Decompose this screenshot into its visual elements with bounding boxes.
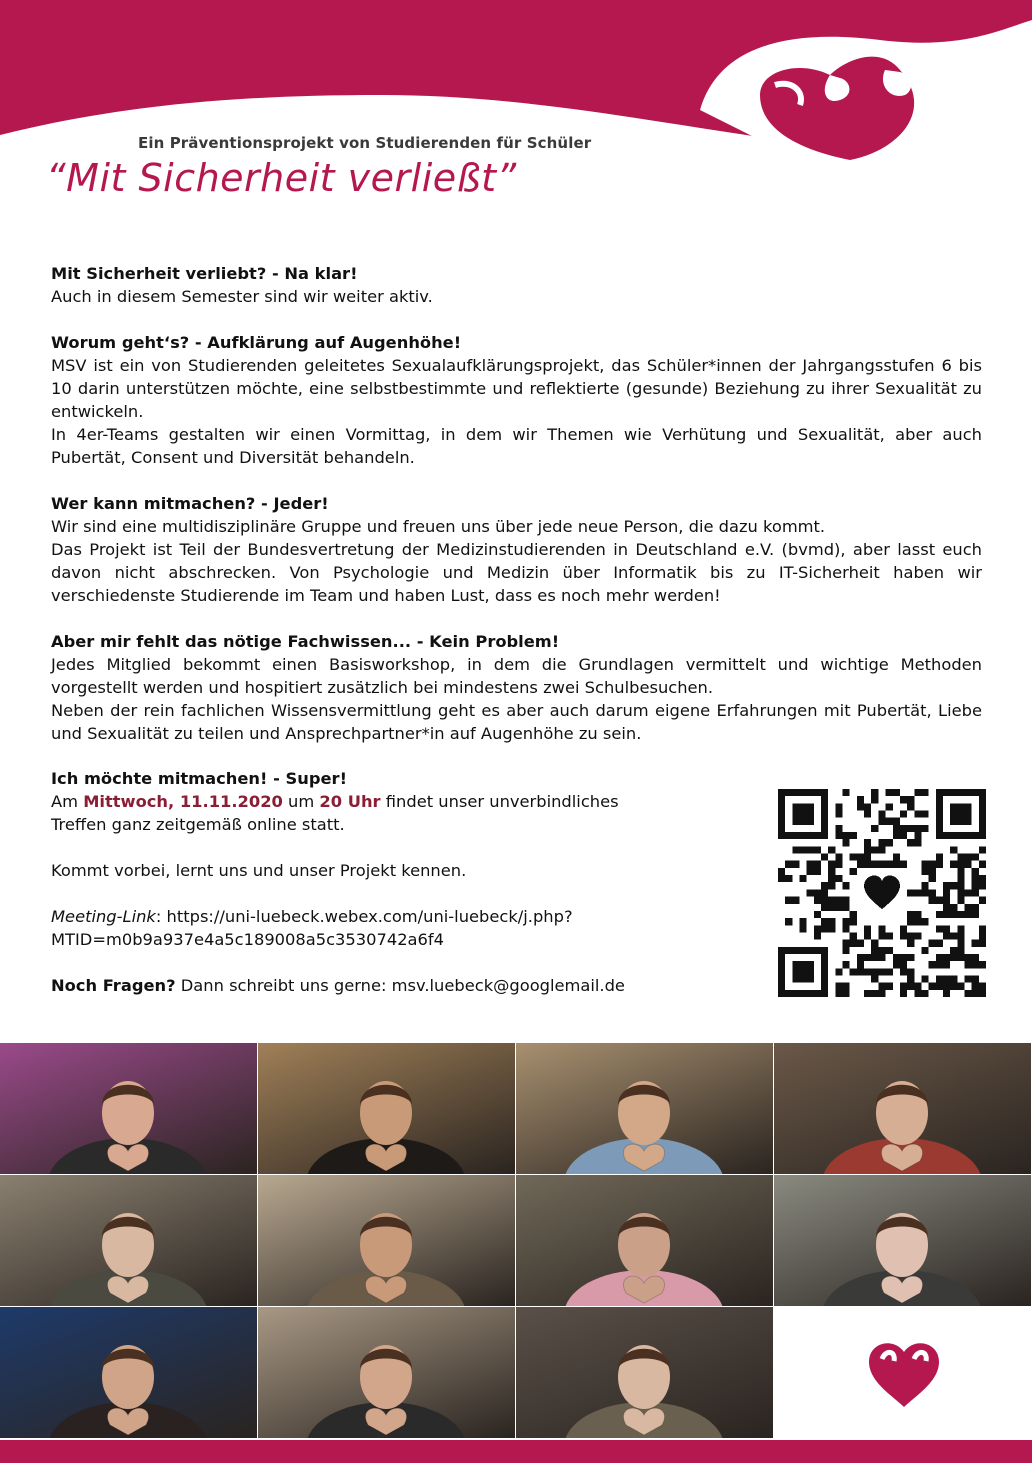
meeting-link[interactable]: : https://uni-luebeck.webex.com/uni-luebeck/j.php? [155,907,573,926]
time-prefix: um [288,792,315,811]
video-tile-participant-1 [0,1043,257,1174]
video-tile-participant-9 [0,1307,257,1438]
video-tile-participant-6 [258,1175,515,1306]
section-heading: Wer kann mitmachen? - Jeder! [51,494,329,513]
invite-text: Kommt vorbei, lernt uns und unser Projekt kennen. [51,861,467,880]
info-sections [51,262,982,768]
qr-code-icon[interactable] [778,789,986,997]
video-tile-participant-11 [516,1307,773,1438]
section-paragraph: Das Projekt ist Teil der Bundesvertretung der Medizinstudierenden in Deutschland e.V. (bvmd), aber lasst euch davon nicht abschrecken. Von Psychologie und Medizin über Informatik bis zu IT-Sicherheit haben wir verschiedenste Studierende im Team und haben Lust, dass es noch mehr werden! [51,540,982,605]
video-tile-participant-2 [258,1043,515,1174]
section-intro [51,262,982,308]
meeting-time: 20 Uhr [319,792,381,811]
section-paragraph: Auch in diesem Semester sind wir weiter aktiv. [51,287,433,306]
section-paragraph: Neben der rein fachlichen Wissensvermittlung geht es aber auch darum eigene Erfahrungen mit Pubertät, Liebe und Sexualität zu teilen und Ansprechpartner*in auf Augenhöhe zu sein. [51,701,982,743]
header-subtitle: Ein Präventionsprojekt von Studierenden für Schüler [138,134,592,152]
meeting-link-line [51,905,731,928]
meeting-link-cont[interactable]: MTID=m0b9a937e4a5c189008a5c3530742a6f4 [51,930,444,949]
meeting-date-line [51,790,731,813]
logo-tile [774,1307,1031,1438]
section-who [51,492,982,607]
questions-line [51,974,731,997]
header-band [0,0,1032,240]
date-suffix: findet unser unverbindliches [385,792,619,811]
section-about [51,331,982,469]
video-tile-participant-5 [0,1175,257,1306]
section-paragraph: In 4er-Teams gestalten wir einen Vormittag, in dem wir Themen wie Verhütung und Sexualität, aber auch Pubertät, Consent und Diversität behandeln. [51,425,982,467]
section-heading: Worum geht‘s? - Aufklärung auf Augenhöhe! [51,333,462,352]
section-heading: Mit Sicherheit verliebt? - Na klar! [51,264,358,283]
video-tile-participant-4 [774,1043,1031,1174]
heart-logo-icon [774,1307,1031,1438]
section-paragraph: Wir sind eine multidisziplinäre Gruppe und freuen uns über jede neue Person, die dazu kommt. [51,517,826,536]
section-knowledge [51,630,982,745]
meeting-line-2: Treffen ganz zeitgemäß online statt. [51,815,345,834]
video-tile-participant-8 [774,1175,1031,1306]
join-section [51,767,731,997]
section-paragraph: MSV ist ein von Studierenden geleitetes Sexualaufklärungsprojekt, das Schüler*innen der Jahrgangsstufen 6 bis 10 darin unterstützen möchte, eine selbstbestimmte und reflektierte (gesunde) Beziehung zu ihrer Sexualität zu entwickeln. [51,356,982,421]
footer-band [0,1440,1032,1463]
date-prefix: Am [51,792,78,811]
section-paragraph: Jedes Mitglied bekommt einen Basisworkshop, in dem die Grundlagen vermittelt und wichtige Methoden vorgestellt werden und hospitiert zusätzlich bei mindestens zwei Schulbesuchen. [51,655,982,697]
meeting-date: Mittwoch, 11.11.2020 [83,792,283,811]
questions-label: Noch Fragen? [51,976,176,995]
photo-grid [0,1043,1032,1439]
meeting-label: Meeting-Link [51,907,156,926]
section-heading: Aber mir fehlt das nötige Fachwissen... - Kein Problem! [51,632,560,651]
page-title: “Mit Sicherheit verließt” [46,156,517,200]
video-tile-participant-3 [516,1043,773,1174]
video-tile-participant-10 [258,1307,515,1438]
video-tile-participant-7 [516,1175,773,1306]
contact-email[interactable]: Dann schreibt uns gerne: msv.luebeck@googlemail.de [180,976,625,995]
join-heading: Ich möchte mitmachen! - Super! [51,769,347,788]
heart-logo-icon [864,875,900,909]
